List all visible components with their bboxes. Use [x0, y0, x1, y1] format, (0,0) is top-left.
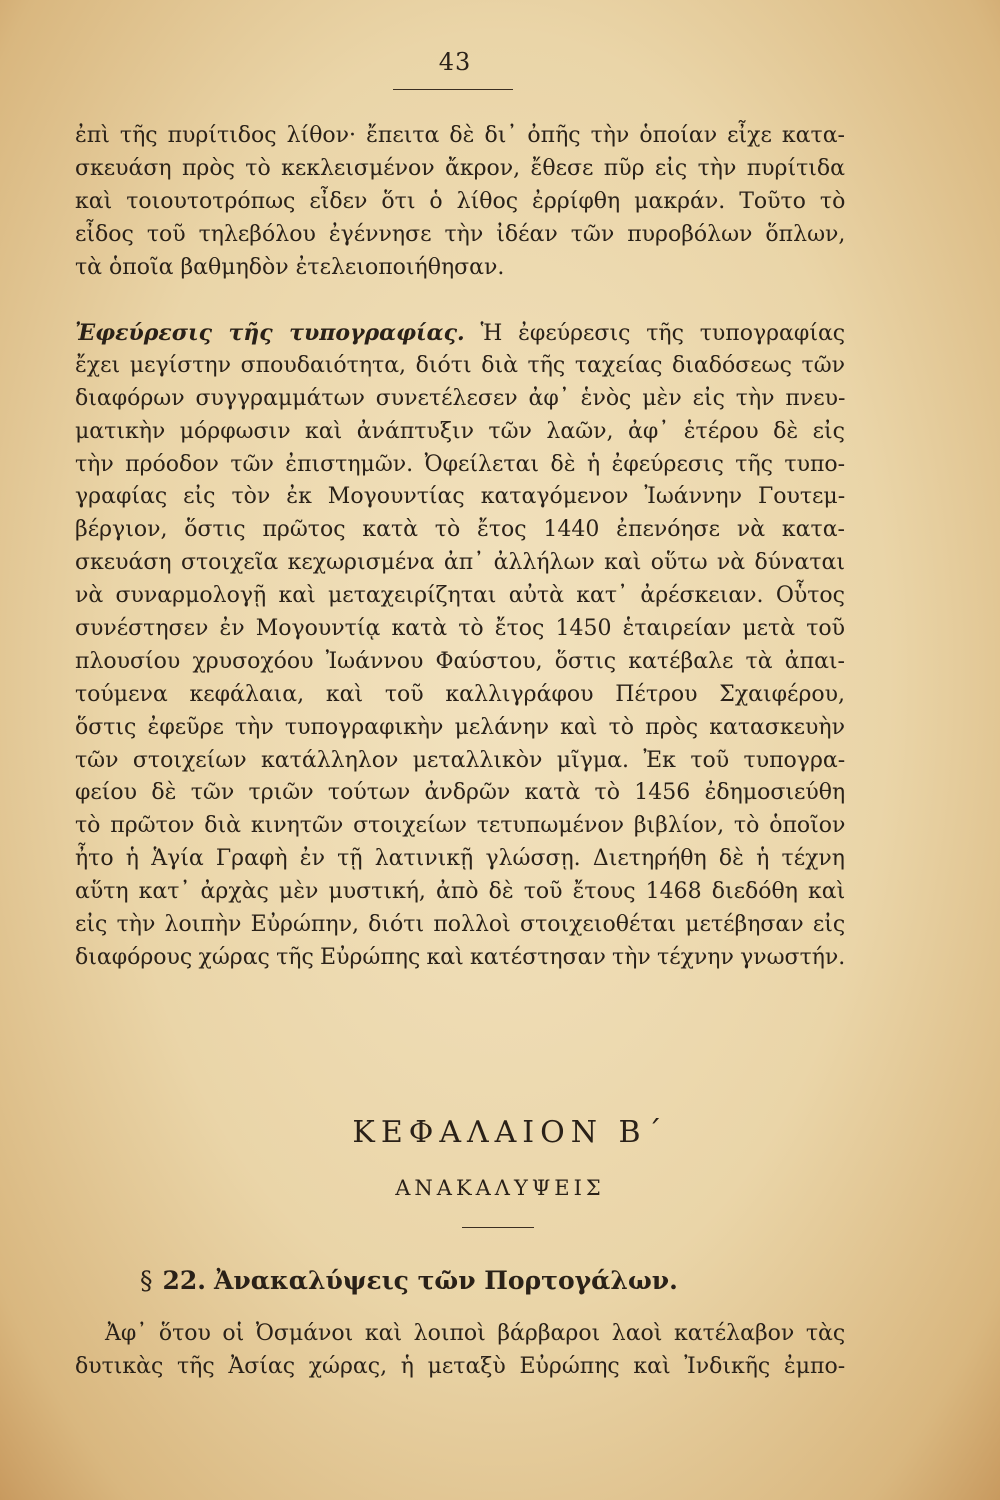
page-number: 43 [438, 48, 472, 76]
text-line: βέργιον, ὅστις πρῶτος κατὰ τὸ ἔτος 1440 ἐπενόησε νὰ κατα- [75, 517, 845, 543]
text-line: τὴν πρόοδον τῶν ἐπιστημῶν. Ὀφείλεται δὲ ἡ ἐφεύρεσις τῆς τυπο- [75, 451, 846, 477]
chapter-rule [462, 1227, 534, 1228]
text-line: ἦτο ἡ Ἁγία Γραφὴ ἐν τῇ λατινικῇ γλώσσῃ. Διετηρήθη δὲ ἡ τέχνη [75, 846, 845, 872]
text-line: τῶν στοιχείων κατάλληλον μεταλλικὸν μῖγμα. Ἐκ τοῦ τυπογρα- [75, 747, 846, 773]
text-line: αὕτη κατ᾽ ἀρχὰς μὲν μυστική, ἀπὸ δὲ τοῦ ἔτους 1468 διεδόθη καὶ [75, 879, 846, 905]
text-line: διαφόρων συγγραμμάτων συνετέλεσεν ἀφ᾽ ἑνὸς μὲν εἰς τὴν πνευ- [75, 385, 846, 411]
section-title: Ἀνακαλύψεις τῶν Πορτογάλων. [214, 1266, 678, 1295]
chapter-title: ΚΕΦΑΛΑΙΟΝ Β΄ [352, 1115, 668, 1150]
text-line: συνέστησεν ἐν Μογουντίᾳ κατὰ τὸ ἔτος 1450 ἑταιρείαν μετὰ τοῦ [75, 616, 845, 642]
paragraph-heading: Ἐφεύρεσις τῆς τυπογραφίας. [75, 320, 465, 346]
text-line: ματικὴν μόρφωσιν καὶ ἀνάπτυξιν τῶν λαῶν, ἀφ᾽ ἑτέρου δὲ εἰς [75, 418, 845, 444]
text-line-first [75, 317, 845, 350]
text-line: φείου δὲ τῶν τριῶν τούτων ἀνδρῶν κατὰ τὸ 1456 ἐδημοσιεύθη [75, 780, 846, 806]
text-line: ἔχει μεγίστην σπουδαιότητα, διότι διὰ τῆς ταχείας διαδόσεως τῶν [75, 352, 846, 378]
paragraph-gunpowder [75, 120, 845, 284]
text-line: σκευάση πρὸς τὸ κεκλεισμένον ἄκρον, ἔθεσε πῦρ εἰς τὴν πυρίτιδα [75, 155, 845, 181]
section-heading [140, 1266, 900, 1295]
text-line: εἶδος τοῦ τηλεβόλου ἐγέννησε τὴν ἰδέαν τῶν πυροβόλων ὅπλων, [75, 221, 846, 247]
text-line: τὸ πρῶτον διὰ κινητῶν στοιχείων τετυπωμένον βιβλίον, τὸ ὁποῖον [75, 813, 846, 839]
text-line: καὶ τοιουτοτρόπως εἶδεν ὅτι ὁ λίθος ἐρρίφθη μακράν. Τοῦτο τὸ [75, 188, 846, 214]
text-line: σκευάση στοιχεῖα κεχωρισμένα ἀπ᾽ ἀλλήλων καὶ οὕτω νὰ δύναται [75, 550, 845, 576]
text-line: δυτικὰς τῆς Ἀσίας χώρας, ἡ μεταξὺ Εὐρώπης καὶ Ἰνδικῆς ἐμπο- [75, 1353, 846, 1379]
paragraph-portuguese [75, 1318, 845, 1384]
chapter-subtitle: ΑΝΑΚΑΛΥΨΕΙΣ [395, 1176, 605, 1200]
text-line: τούμενα κεφάλαια, καὶ τοῦ καλλιγράφου Πέτρου Σχαιφέρου, [75, 681, 845, 707]
text-line: γραφίας εἰς τὸν ἐκ Μογουντίας καταγόμενον Ἰωάννην Γουτεμ- [75, 484, 846, 510]
text-run: Ἡ ἐφεύρεσις τῆς τυπογραφίας [480, 321, 846, 346]
section-sign: § [140, 1266, 153, 1295]
page-number-rule [393, 89, 513, 90]
paragraph-printing [75, 317, 845, 975]
section-number: 22. [162, 1266, 206, 1295]
text-line: εἰς τὴν λοιπὴν Εὐρώπην, διότι πολλοὶ στοιχειοθέται μετέβησαν εἰς [75, 912, 846, 938]
text-line: τὰ ὁποῖα βαθμηδὸν ἐτελειοποιήθησαν. [75, 254, 505, 280]
text-line: διαφόρους χώρας τῆς Εὐρώπης καὶ κατέστησαν τὴν τέχνην γνωστήν. [75, 944, 846, 970]
text-line: Ἀφ᾽ ὅτου οἱ Ὀσμάνοι καὶ λοιποὶ βάρβαροι λαοὶ κατέλαβον τὰς [105, 1321, 846, 1346]
text-line: ἐπὶ τῆς πυρίτιδος λίθον· ἔπειτα δὲ δι᾽ ὀπῆς τὴν ὁποίαν εἶχε κατα- [75, 123, 845, 148]
text-line: νὰ συναρμολογῇ καὶ μεταχειρίζηται αὐτὰ κατ᾽ ἀρέσκειαν. Οὗτος [75, 583, 845, 609]
text-line: πλουσίου χρυσοχόου Ἰωάννου Φαύστου, ὅστις κατέβαλε τὰ ἀπαι- [75, 648, 845, 674]
text-line: ὅστις ἐφεῦρε τὴν τυπογραφικὴν μελάνην καὶ τὸ πρὸς κατασκευὴν [75, 714, 845, 740]
